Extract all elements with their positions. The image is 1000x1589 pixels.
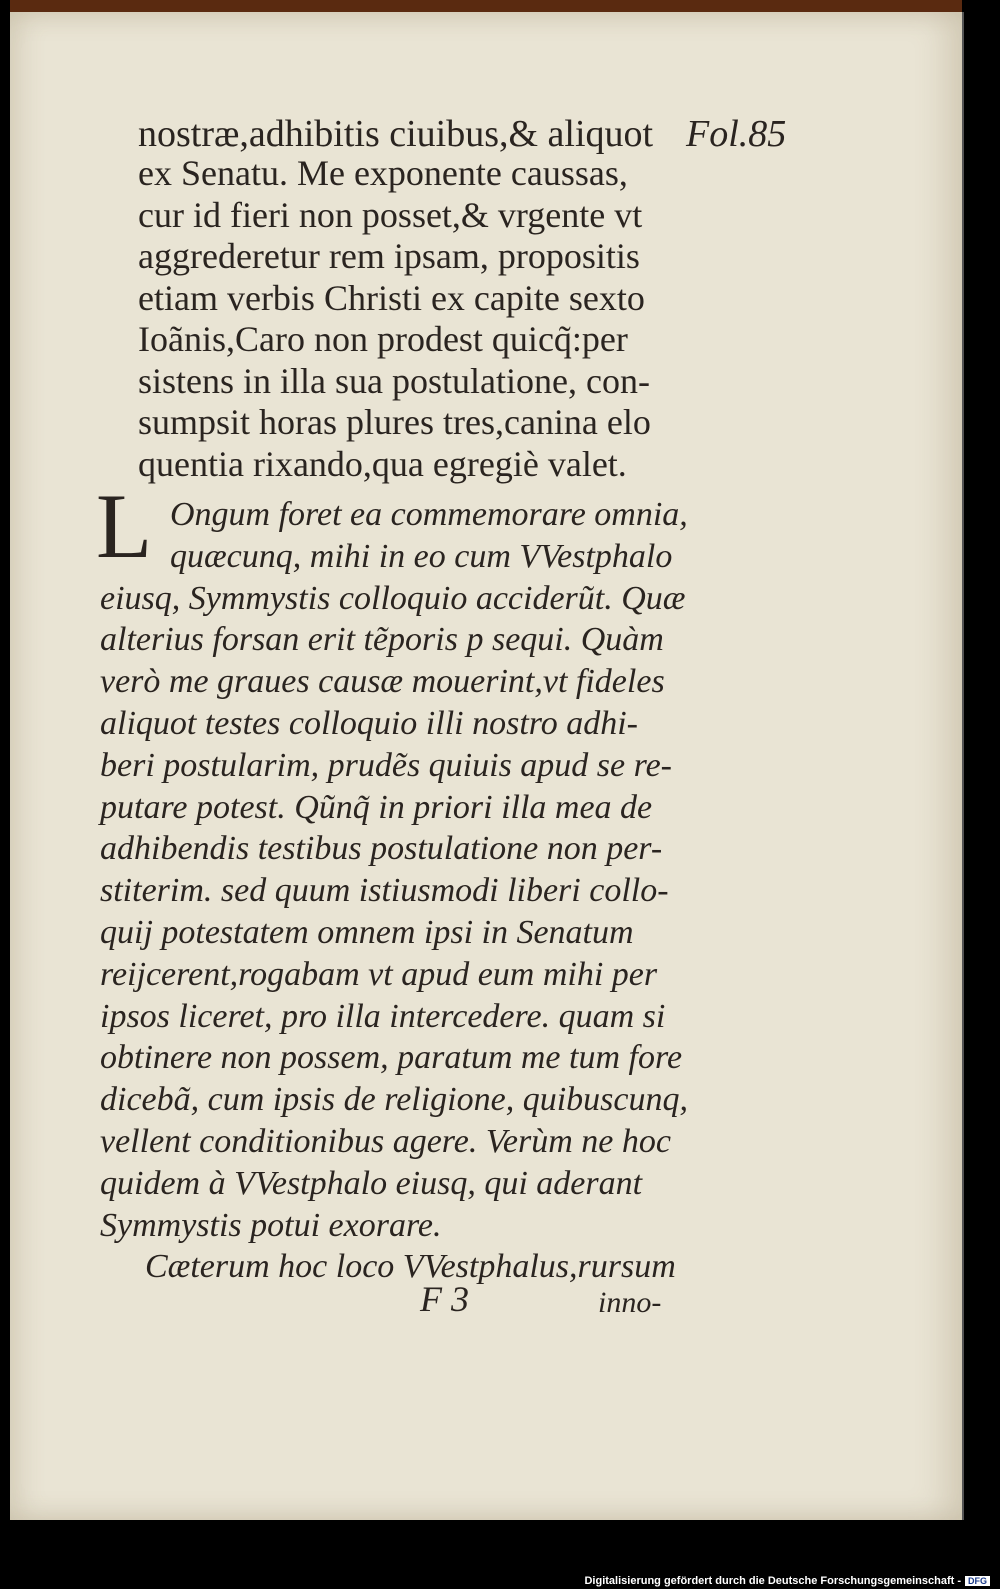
- page-footer: [100, 1278, 700, 1328]
- text-line: Ioãnis,Caro non prodest quicq̃:per: [138, 319, 628, 359]
- roman-paragraph: [138, 153, 698, 485]
- dfg-logo: DFG: [965, 1576, 990, 1586]
- text-line: ex Senatu. Me exponente caussas,: [138, 153, 628, 193]
- text-line: Ongum foret ea commemorare omnia,: [170, 496, 688, 533]
- text-line: adhibendis testibus postulatione non per-: [100, 830, 663, 868]
- text-line: vellent conditionibus agere. Verùm ne hoc: [100, 1122, 671, 1160]
- text-line: quidem à VVestphalo eiusq, qui aderant: [100, 1164, 643, 1202]
- text-line: Cæterum hoc loco VVestphalus,rursum: [145, 1248, 676, 1286]
- credit-text: Digitalisierung gefördert durch die Deutsche Forschungsgemeinschaft -: [584, 1575, 961, 1587]
- text-line: obtinere non possem, paratum me tum fore: [100, 1039, 683, 1077]
- header-text: nostræ,adhibitis ciuibus,& aliquot: [138, 113, 654, 155]
- text-line: quentia rixando,qua egregiè valet.: [138, 443, 627, 484]
- signature-mark: F 3: [420, 1279, 469, 1319]
- text-line: etiam verbis Christi ex capite sexto: [138, 277, 645, 318]
- text-line: alterius forsan erit tẽporis p sequi. Quàm: [100, 621, 664, 659]
- text-line: Symmystis potui exorare.: [100, 1206, 442, 1244]
- text-line: quij potestatem omnem ipsi in Senatum: [100, 913, 634, 951]
- text-line: cur id fieri non posset,& vrgente vt: [138, 194, 643, 235]
- text-line: putare potest. Qũnq̃ in priori illa mea de: [100, 788, 653, 826]
- catchword: inno-: [598, 1286, 662, 1319]
- text-line: quæcunq, mihi in eo cum VVestphalo: [170, 537, 673, 575]
- digitization-credit: [584, 1575, 990, 1587]
- text-line: eiusq, Symmystis colloquio acciderũt. Quæ: [100, 579, 686, 617]
- italic-paragraph: [100, 494, 700, 1288]
- text-line: aggrederetur rem ipsam, propositis: [138, 236, 640, 276]
- folio-number: Fol.85: [686, 113, 787, 155]
- drop-cap-initial: L: [96, 475, 153, 577]
- text-line: dicebã, cum ipsis de religione, quibuscunq,: [100, 1081, 688, 1119]
- text-line: verò me graues causæ mouerint,vt fideles: [100, 663, 665, 701]
- text-line: stiterim. sed quum istiusmodi liberi collo-: [100, 872, 669, 910]
- text-line: beri postularim, prudẽs quiuis apud se re-: [100, 746, 673, 784]
- header-line: [138, 112, 818, 156]
- text-line: sumpsit horas plures tres,canina elo: [138, 402, 651, 442]
- text-line: sistens in illa sua postulatione, con-: [138, 360, 650, 401]
- text-line: reijcerent,rogabam vt apud eum mihi per: [100, 955, 658, 993]
- text-line: aliquot testes colloquio illi nostro adhi-: [100, 704, 639, 742]
- text-line: ipsos liceret, pro illa intercedere. quam si: [100, 997, 666, 1035]
